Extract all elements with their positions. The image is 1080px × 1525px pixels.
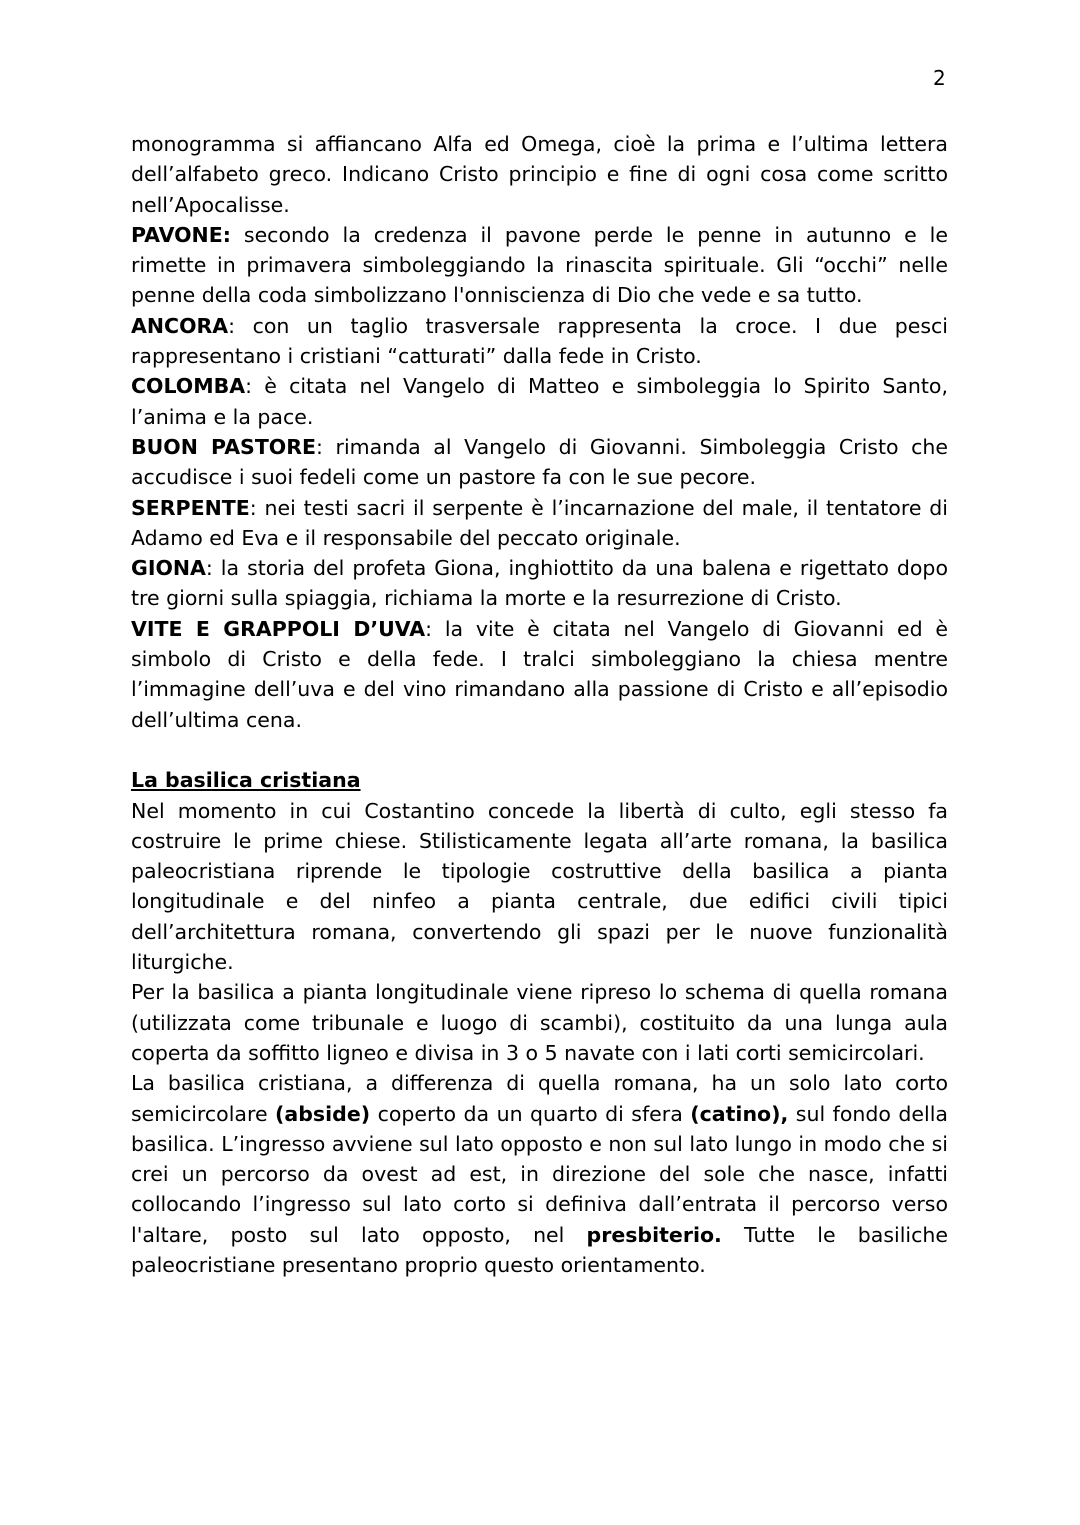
symbol-description: : la vite è citata nel Vangelo di Giovanni ed è simbolo di Cristo e della fede. I tralci simboleggiano la chiesa mentre l’immagine dell’uva e del vino rimandano alla passione di Cristo e all’episodio dell’ultima cena. bbox=[131, 616, 948, 732]
symbol-description: : con un taglio trasversale rappresenta la croce. I due pesci rappresentano i cristiani “catturati” dalla fede in Cristo. bbox=[131, 313, 948, 369]
symbol-term: VITE E GRAPPOLI D’UVA bbox=[131, 616, 426, 641]
section-paragraph-1: Nel momento in cui Costantino concede la libertà di culto, egli stesso fa costruire le prime chiese. Stilisticamente legata all’arte romana, la basilica paleocristiana riprende le tipologie costruttive della basilica a pianta longitudinale e del ninfeo a pianta centrale, due edifici civili tipici dell’architettura romana, convertendo gli spazi per le nuove funzionalità liturgiche. bbox=[131, 798, 948, 975]
symbol-description: : rimanda al Vangelo di Giovanni. Simboleggia Cristo che accudisce i suoi fedeli come un pastore fa con le sue pecore. bbox=[131, 434, 948, 490]
term-catino: (catino), bbox=[690, 1101, 789, 1126]
symbol-term: GIONA bbox=[131, 556, 206, 581]
term-presbiterio: presbiterio. bbox=[586, 1222, 722, 1247]
section-spacer bbox=[131, 735, 948, 765]
symbol-term: SERPENTE bbox=[131, 495, 250, 520]
page-number: 2 bbox=[933, 66, 946, 90]
symbol-entry-pavone bbox=[131, 220, 948, 311]
symbol-entry-vite bbox=[131, 614, 948, 735]
symbol-description: : nei testi sacri il serpente è l’incarnazione del male, il tentatore di Adamo ed Eva e il responsabile del peccato originale. bbox=[131, 495, 948, 550]
term-abside: (abside) bbox=[275, 1101, 371, 1126]
symbol-entry-buon-pastore bbox=[131, 432, 948, 493]
body-text bbox=[131, 129, 948, 1280]
intro-paragraph: monogramma si affiancano Alfa ed Omega, cioè la prima e l’ultima lettera dell’alfabeto greco. Indicano Cristo principio e fine di ogni cosa come scritto nell’Apocalisse. bbox=[131, 132, 948, 217]
paragraph-text: sul fondo della basilica. L’ingresso avviene sul lato opposto e non sul lato lungo in modo che si crei un percorso da ovest ad est, in direzione del sole che nasce, infatti collocando l’ingresso sul lato corto si definiva dall’entrata il percorso verso l'altare, posto sul lato opposto, nel bbox=[131, 1101, 948, 1247]
symbol-entry-ancora bbox=[131, 311, 948, 372]
section-paragraph-2: Per la basilica a pianta longitudinale viene ripreso lo schema di quella romana (utilizzata come tribunale e luogo di scambi), costituito da una lunga aula coperta da soffitto ligneo e divisa in 3 o 5 navate con i lati corti semicircolari. bbox=[131, 980, 948, 1065]
section-heading: La basilica cristiana bbox=[131, 768, 361, 793]
symbol-term: ANCORA bbox=[131, 313, 229, 338]
symbol-entry-colomba bbox=[131, 371, 948, 432]
symbol-description: : la storia del profeta Giona, inghiottito da una balena e rigettato dopo tre giorni sulla spiaggia, richiama la morte e la resurrezione di Cristo. bbox=[131, 556, 948, 611]
paragraph-text: La basilica cristiana, a differenza di quella romana, ha un solo lato corto semicircolare bbox=[131, 1071, 948, 1126]
symbol-term: BUON PASTORE bbox=[131, 434, 317, 459]
symbol-description: secondo la credenza il pavone perde le penne in autunno e le rimette in primavera simboleggiando la rinascita spirituale. Gli “occhi” nelle penne della coda simbolizzano l'onniscienza di Dio che vede e sa tutto. bbox=[131, 222, 948, 308]
symbol-term: COLOMBA bbox=[131, 374, 246, 399]
paragraph-text: Tutte le basiliche paleocristiane presentano proprio questo orientamento. bbox=[131, 1222, 948, 1277]
symbol-entry-giona bbox=[131, 553, 948, 614]
symbol-term: PAVONE: bbox=[131, 222, 231, 247]
paragraph-text: coperto da un quarto di sfera bbox=[370, 1101, 691, 1126]
symbol-entry-serpente bbox=[131, 493, 948, 554]
section-paragraph-3 bbox=[131, 1068, 948, 1280]
symbol-description: : è citata nel Vangelo di Matteo e simboleggia lo Spirito Santo, l’anima e la pace. bbox=[131, 374, 948, 429]
